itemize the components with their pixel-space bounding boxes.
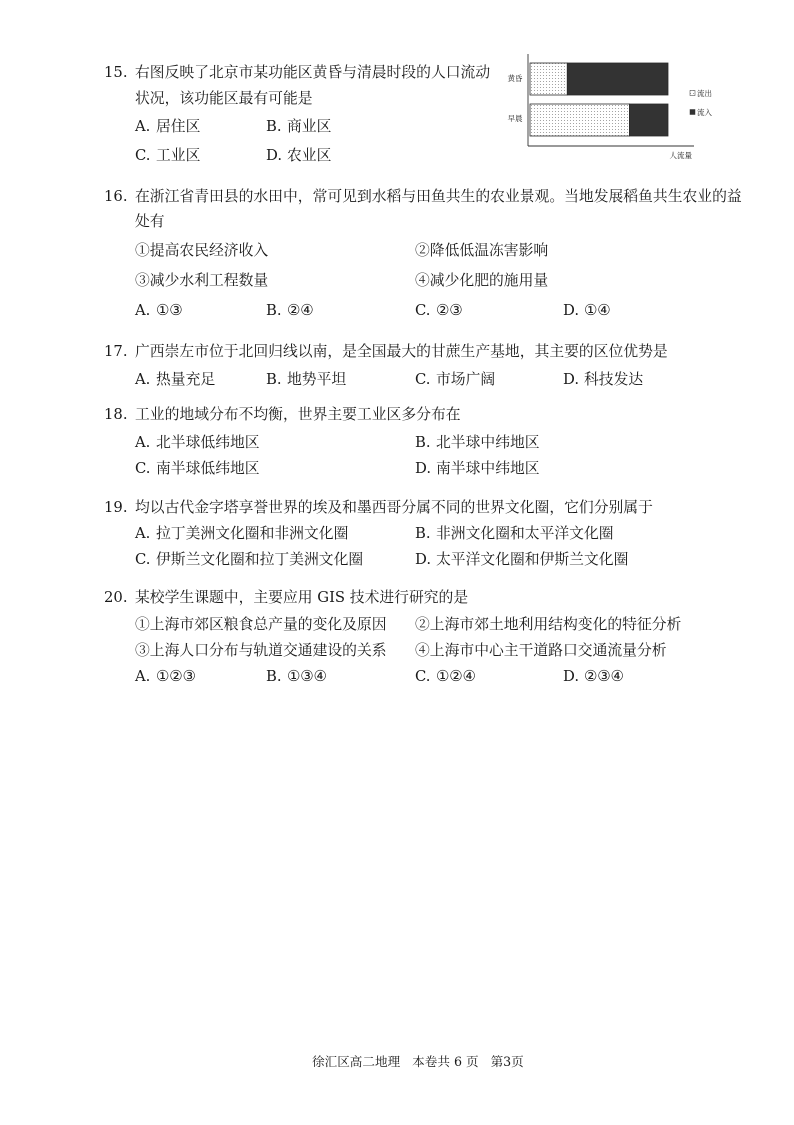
option-text: 拉丁美洲文化圈和非洲文化圈 xyxy=(156,525,349,542)
option-text: 科技发达 xyxy=(584,371,644,388)
option-label: D. xyxy=(563,371,580,388)
option-label: C. xyxy=(415,371,431,388)
option-text: 伊斯兰文化圈和拉丁美洲文化圈 xyxy=(156,551,364,568)
option-b xyxy=(415,524,614,544)
option-text: 非洲文化圈和太平洋文化圈 xyxy=(436,525,614,542)
legend-label-inflow: 流入 xyxy=(697,108,712,117)
bar-morning-outflow xyxy=(530,104,629,136)
option-text: 南半球低纬地区 xyxy=(156,460,260,477)
option-label: B. xyxy=(266,668,282,685)
question-number: 19. xyxy=(104,499,128,516)
option-text: 商业区 xyxy=(287,118,332,135)
statement-3: ③减少水利工程数量 xyxy=(135,272,269,289)
question-number: 17. xyxy=(104,343,128,360)
option-text: 市场广阔 xyxy=(436,371,496,388)
option-d xyxy=(266,146,331,166)
option-b xyxy=(415,433,540,453)
legend-swatch-outflow xyxy=(690,91,695,96)
statement-1: ①上海市郊区粮食总产量的变化及原因 xyxy=(135,616,387,633)
question-stem-line: 广西崇左市位于北回归线以南，是全国最大的甘蔗生产基地，其主要的区位优势是 xyxy=(135,343,668,360)
category-label-morning: 早晨 xyxy=(507,114,523,123)
question-stem-line: 工业的地域分布不均衡，世界主要工业区多分布在 xyxy=(135,406,461,423)
option-label: C. xyxy=(135,460,151,477)
option-a xyxy=(135,301,183,321)
option-label: B. xyxy=(266,118,282,135)
option-text: 农业区 xyxy=(287,147,332,164)
option-a xyxy=(135,667,196,687)
option-c xyxy=(415,667,476,687)
option-text: ②④ xyxy=(287,302,314,319)
legend-swatch-inflow xyxy=(690,110,695,115)
population-flow-chart xyxy=(500,50,730,165)
option-b xyxy=(266,117,331,137)
option-label: C. xyxy=(415,302,431,319)
option-text: 北半球低纬地区 xyxy=(156,434,260,451)
option-c xyxy=(415,370,495,390)
option-text: 南半球中纬地区 xyxy=(436,460,540,477)
legend-label-outflow: 流出 xyxy=(697,89,712,98)
option-text: ②③ xyxy=(436,302,463,319)
option-b xyxy=(266,667,327,687)
footer-page-number: 第3页 xyxy=(490,1054,524,1069)
option-a xyxy=(135,433,260,453)
footer-exam-name: 徐汇区高二地理 xyxy=(312,1054,401,1069)
option-label: A. xyxy=(135,525,151,542)
option-label: D. xyxy=(415,460,432,477)
statement-2: ②降低低温冻害影响 xyxy=(415,242,549,259)
option-c xyxy=(135,459,260,479)
option-label: D. xyxy=(563,302,580,319)
option-text: 热量充足 xyxy=(156,371,216,388)
option-label: A. xyxy=(135,434,151,451)
category-label-dusk: 黄昏 xyxy=(507,74,523,83)
option-label: A. xyxy=(135,371,151,388)
page-footer xyxy=(312,1053,536,1071)
option-text: ①③ xyxy=(156,302,183,319)
option-text: 工业区 xyxy=(156,147,201,164)
statement-3: ③上海人口分布与轨道交通建设的关系 xyxy=(135,642,387,659)
option-text: ②③④ xyxy=(584,668,624,685)
bar-dusk-inflow xyxy=(567,63,668,95)
option-label: C. xyxy=(415,668,431,685)
option-d xyxy=(415,459,540,479)
option-label: B. xyxy=(415,434,431,451)
option-label: A. xyxy=(135,668,151,685)
option-label: A. xyxy=(135,118,151,135)
option-label: D. xyxy=(266,147,283,164)
question-stem-line: 右图反映了北京市某功能区黄昏与清晨时段的人口流动 xyxy=(135,64,491,81)
option-c xyxy=(135,550,363,570)
option-label: B. xyxy=(415,525,431,542)
option-c xyxy=(135,146,200,166)
option-text: 地势平坦 xyxy=(287,371,347,388)
option-label: B. xyxy=(266,302,282,319)
question-number: 18. xyxy=(104,406,128,423)
option-d xyxy=(563,667,624,687)
option-text: 北半球中纬地区 xyxy=(436,434,540,451)
option-text: 居住区 xyxy=(156,118,201,135)
question-number: 15. xyxy=(104,64,128,81)
question-stem-line: 在浙江省青田县的水田中，常可见到水稻与田鱼共生的农业景观。当地发展稻鱼共生农业的益 xyxy=(135,188,742,205)
option-b xyxy=(266,370,346,390)
option-label: C. xyxy=(135,551,151,568)
statement-2: ②上海市郊土地利用结构变化的特征分析 xyxy=(415,616,682,633)
option-label: C. xyxy=(135,147,151,164)
option-a xyxy=(135,370,215,390)
question-stem-line: 均以古代金字塔享誉世界的埃及和墨西哥分属不同的世界文化圈，它们分别属于 xyxy=(135,499,653,516)
option-text: ①②③ xyxy=(156,668,196,685)
question-stem-line: 处有 xyxy=(135,213,165,230)
question-number: 16. xyxy=(104,188,128,205)
question-stem-line: 状况，该功能区最有可能是 xyxy=(135,90,313,107)
statement-4: ④上海市中心主干道路口交通流量分析 xyxy=(415,642,667,659)
option-label: D. xyxy=(563,668,580,685)
question-number: 20. xyxy=(104,589,128,606)
option-a xyxy=(135,524,348,544)
option-a xyxy=(135,117,200,137)
option-text: ①④ xyxy=(584,302,611,319)
bar-dusk-outflow xyxy=(530,63,567,95)
x-axis-label: 人流量 xyxy=(669,151,692,160)
bar-marks xyxy=(530,63,668,136)
option-label: D. xyxy=(415,551,432,568)
footer-page-count: 本卷共 6 页 xyxy=(412,1054,479,1069)
option-text: ①②④ xyxy=(436,668,476,685)
option-d xyxy=(415,550,628,570)
option-d xyxy=(563,370,643,390)
option-text: ①③④ xyxy=(287,668,327,685)
question-stem-line: 某校学生课题中，主要应用 GIS 技术进行研究的是 xyxy=(135,589,469,606)
bar-morning-inflow xyxy=(629,104,668,136)
option-text: 太平洋文化圈和伊斯兰文化圈 xyxy=(436,551,629,568)
statement-1: ①提高农民经济收入 xyxy=(135,242,269,259)
option-label: B. xyxy=(266,371,282,388)
option-label: A. xyxy=(135,302,151,319)
option-d xyxy=(563,301,611,321)
statement-4: ④减少化肥的施用量 xyxy=(415,272,549,289)
option-b xyxy=(266,301,314,321)
option-c xyxy=(415,301,463,321)
